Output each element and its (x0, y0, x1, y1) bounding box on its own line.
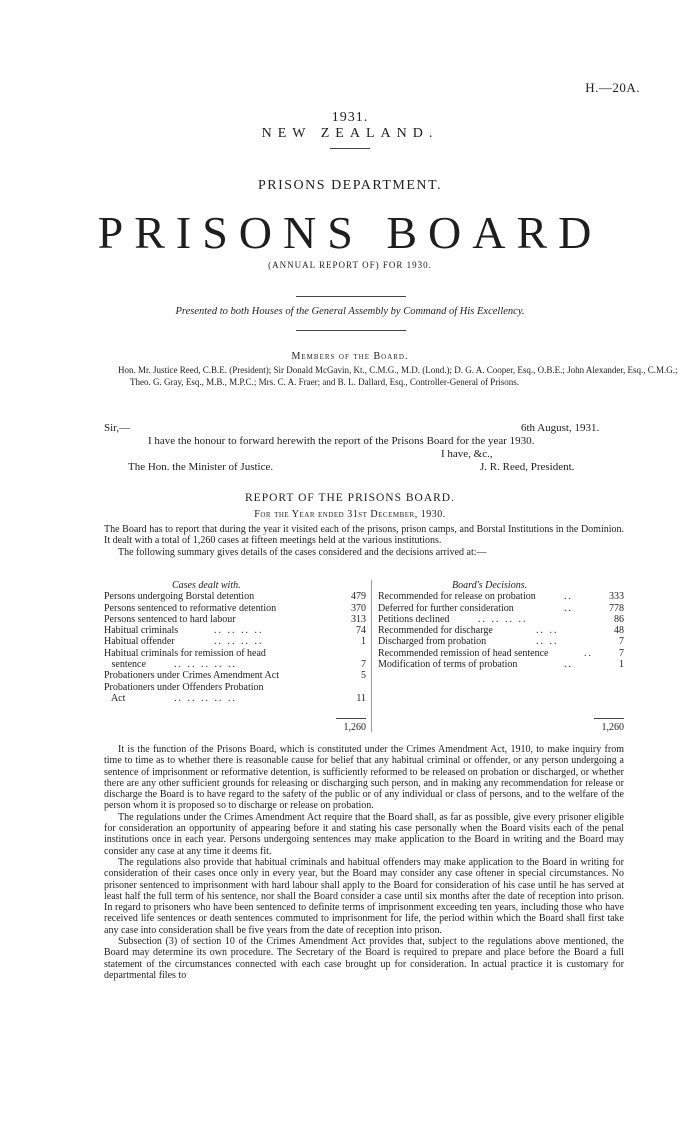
letter-closing: I have, &c., (441, 448, 493, 460)
decisions-table (378, 580, 624, 733)
body-paragraph: Subsection (3) of section 10 of the Crimes Amendment Act provides that, subject to the regulations above mentioned, the Board may determine its own procedure. The Secretary of the Board is required to prepare and place before the Board a full statement of the circumstances connected with each case brought up for consideration. In actual practice it is customary for departmental files to (104, 936, 624, 981)
case-value: 7 (361, 659, 366, 671)
table-row (378, 591, 624, 602)
title-divider (330, 148, 370, 149)
report-year: 1931. (331, 110, 369, 125)
country-name: NEW ZEALAND. (261, 126, 439, 141)
decision-dots: .. .. .. .. (478, 613, 528, 625)
cases-total: 1,260 (343, 722, 366, 733)
report-intro: The Board has to report that during the year it visited each of the prisons, prison camps, and Borstal Institutions in the Dominion. It dealt with a total of 1,260 cases at fifteen meetings held at the various institutions. (104, 524, 624, 547)
table-row (378, 603, 624, 614)
table-row (104, 614, 366, 625)
case-label: Persons sentenced to reformative detention (104, 602, 277, 614)
case-value: 11 (356, 692, 366, 704)
table-row (104, 659, 366, 670)
decision-dots: .. .. (536, 636, 559, 648)
letter-date: 6th August, 1931. (521, 422, 600, 434)
report-body (104, 744, 624, 981)
decision-dots: .. .. (536, 625, 559, 637)
decision-label: Recommended for release on probation (378, 591, 536, 603)
table-row (104, 682, 366, 693)
report-heading: REPORT OF THE PRISONS BOARD. (245, 492, 455, 504)
report-main-title: PRISONS BOARD (97, 207, 603, 258)
body-paragraph: It is the function of the Prisons Board, which is constituted under the Crimes Amendment Act, 1910, to make inquiry from time to time as to whether there is reasonable cause for belief that any habitual criminal or offender, or any person undergoing a sentence of imprisonment or reformative detention, is sufficiently reformed to be released on probation or discharged, or whether there are any other sufficient grounds for releasing or discharging such person, and in making any recommendation for release or discharge the Board is to have regard to the safety of the public or of any individual or class of persons, and to the welfare of the person whom it is proposed so to discharge or release on probation. (104, 744, 624, 812)
case-value: 313 (351, 613, 366, 625)
letter-signature: J. R. Reed, President. (480, 461, 575, 473)
table-divider (371, 580, 372, 732)
decision-value: 48 (614, 625, 624, 637)
decision-label: Modification of terms of probation (378, 659, 518, 671)
case-value: 5 (361, 670, 366, 682)
report-subheading: For the Year ended 31st December, 1930. (254, 509, 446, 520)
case-dots: .. .. .. .. .. (174, 659, 237, 671)
case-value: 370 (351, 602, 366, 614)
decision-label: Recommended for discharge (378, 625, 493, 637)
report-subtitle: (ANNUAL REPORT OF) FOR 1930. (268, 260, 432, 270)
decision-dots: .. (564, 591, 573, 603)
decisions-total-rule (594, 718, 624, 719)
summary-lead: The following summary gives details of the cases considered and the decisions arrived at:— (118, 546, 487, 558)
decision-value: 333 (609, 591, 624, 603)
decisions-total: 1,260 (601, 722, 624, 733)
table-row (104, 648, 366, 659)
case-label: sentence (104, 659, 146, 671)
presented-divider-bottom (296, 330, 406, 331)
table-row (378, 648, 624, 659)
letter-addressee: The Hon. the Minister of Justice. (128, 461, 274, 473)
case-label: Probationers under Offenders Probation (104, 681, 264, 693)
case-dots: .. .. .. .. (214, 625, 264, 637)
decision-label: Deferred for further consideration (378, 602, 514, 614)
decision-value: 7 (619, 647, 624, 659)
table-row (378, 625, 624, 636)
letter-salutation: Sir,— (104, 422, 131, 434)
table-row (104, 670, 366, 681)
decision-dots: .. (564, 659, 573, 671)
decisions-heading: Board's Decisions. (452, 580, 528, 591)
table-row (104, 693, 366, 704)
letter-body: I have the honour to forward herewith the report of the Prisons Board for the year 1930. (148, 435, 535, 447)
table-row (378, 636, 624, 647)
decision-value: 778 (609, 602, 624, 614)
case-label: Habitual criminals (104, 625, 179, 637)
decision-value: 1 (619, 659, 624, 671)
table-row (378, 614, 624, 625)
decision-label: Recommended remission of head sentence (378, 647, 549, 659)
decision-dots: .. (564, 602, 573, 614)
table-row (378, 659, 624, 670)
case-label: Habitual offender (104, 636, 175, 648)
cases-heading: Cases dealt with. (172, 580, 241, 591)
table-row (104, 591, 366, 602)
decision-label: Discharged from probation (378, 636, 487, 648)
cases-total-rule (336, 718, 366, 719)
cases-table (104, 580, 366, 733)
body-paragraph: The regulations also provide that habitual criminals and habitual offenders may make application to the Board in writing for consideration of their cases once only in every year, but the Board may consider any case oftener in special circumstances. No prisoner sentenced to imprisonment with hard labour shall apply to the Board for consideration of his case until he has served at least half the full term of his sentence, nor shall the Board consider a case until six months after the date of reception into prison. In regard to prisoners who have been sentenced to definite terms of imprisonment exceeding ten years, including those who have received life sentences or death sentences commuted to imprisonment for life, the period within which the Board shall first take any case into consideration shall be five years from the date of reception into prison. (104, 856, 624, 936)
presented-note: Presented to both Houses of the General Assembly by Command of His Excellency. (175, 306, 525, 317)
presented-divider-top (296, 296, 406, 297)
report-intro-block (104, 524, 624, 558)
page-identifier: H.—20A. (585, 80, 640, 95)
case-value: 74 (356, 625, 366, 637)
table-row (104, 603, 366, 614)
decision-value: 86 (614, 613, 624, 625)
table-row (104, 625, 366, 636)
department-title: PRISONS DEPARTMENT. (257, 178, 443, 193)
decision-dots: .. (584, 647, 593, 659)
case-dots: .. .. .. .. (214, 636, 264, 648)
case-value: 479 (351, 591, 366, 603)
case-label: Persons sentenced to hard labour (104, 613, 236, 625)
members-heading: Members of the Board. (291, 351, 409, 362)
decisions-total-row (378, 722, 624, 733)
case-dots: .. .. .. .. .. (174, 692, 237, 704)
case-label: Probationers under Crimes Amendment Act (104, 670, 279, 682)
members-list: Hon. Mr. Justice Reed, C.B.E. (President); Sir Donald McGavin, Kt., C.M.G., M.D. (Lond.); D. G. A. Cooper, Esq., O.B.E.; John Alexander, Esq., C.M.G.; Theo. G. Gray, Esq., M.B., M.P.C.; Mrs. C. A. Fraer; and B. L. Dallard, Esq., Controller-General of Prisons. (118, 365, 678, 387)
case-value: 1 (361, 636, 366, 648)
decision-label: Petitions declined (378, 613, 450, 625)
case-label: Persons undergoing Borstal detention (104, 591, 255, 603)
case-label: Act (104, 692, 126, 704)
cases-total-row (104, 722, 366, 733)
case-label: Habitual criminals for remission of head (104, 647, 266, 659)
decision-value: 7 (619, 636, 624, 648)
body-paragraph: The regulations under the Crimes Amendment Act require that the Board shall, as far as possible, give every prisoner eligible for consideration an opportunity of appearing before it and stating his case personally when the Board visits each of the penal institutions once in each year. Persons undergoing sentences may make application to the Board in writing and the Board may consider any case at any time it deems fit. (104, 811, 624, 857)
table-row (104, 636, 366, 647)
